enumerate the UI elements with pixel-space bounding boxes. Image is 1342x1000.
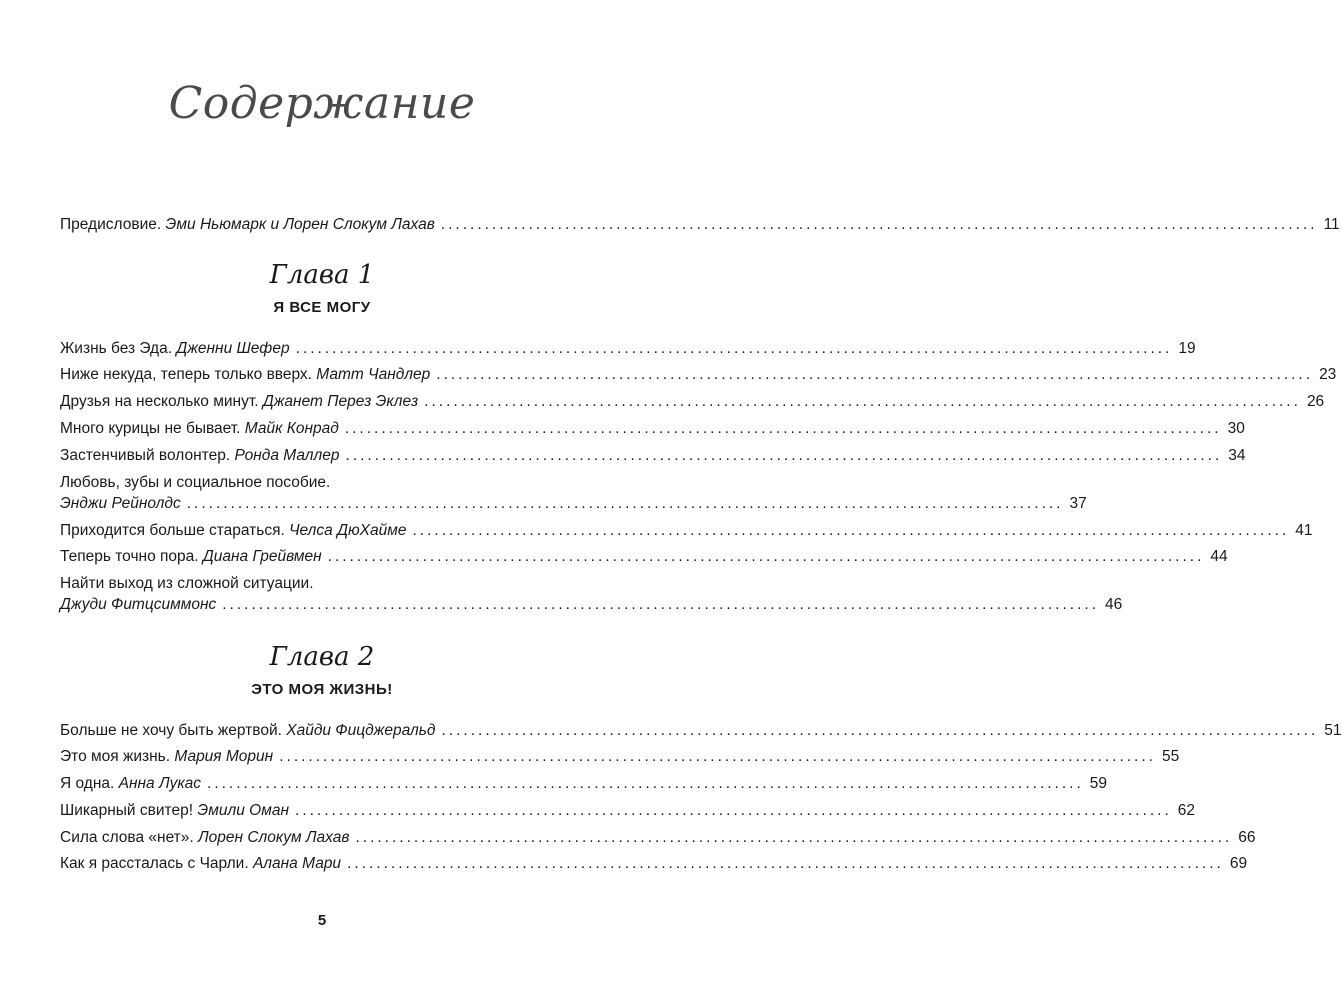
leader-dots: ........................................................................................................................ [412, 522, 1290, 539]
entry-page: 44 [1210, 548, 1228, 565]
toc-entry [60, 547, 1228, 566]
chapter-subtitle: Я ВСЕ МОГУ [273, 299, 371, 316]
entry-page: 66 [1238, 829, 1256, 846]
entry-title: Больше не хочу быть жертвой. [60, 722, 282, 739]
entry-page: 19 [1178, 340, 1196, 357]
toc-entry [60, 419, 1245, 438]
toc-entry [60, 574, 1123, 614]
entry-page: 23 [1319, 366, 1337, 383]
toc-entry [60, 339, 1196, 358]
leader-dots: ........................................................................................................................ [295, 340, 1173, 357]
leader-dots: ........................................................................................................................ [440, 216, 1318, 233]
entry-author: Ронда Маллер [234, 447, 340, 464]
entry-page: 46 [1105, 596, 1123, 613]
entry-author: Челса ДюХайме [289, 522, 407, 539]
leader-dots: ........................................................................................................................ [355, 829, 1233, 846]
leader-dots: ........................................................................................................................ [295, 802, 1172, 819]
entry-page: 59 [1089, 775, 1108, 792]
entry-author: Диана Грейвмен [202, 548, 322, 565]
entry-page: 37 [1069, 495, 1087, 512]
page-title: Содержание [168, 78, 476, 129]
toc-entry [60, 521, 1313, 540]
entry-title: Я одна. [60, 775, 115, 792]
entry-author: Джанет Перез Эклез [262, 393, 419, 410]
toc-entry-foreword [60, 215, 1340, 234]
entry-title: Предисловие. [60, 216, 162, 233]
leader-dots: ........................................................................................................................ [327, 548, 1205, 565]
toc-entry [60, 446, 1246, 465]
entry-page: 55 [1161, 748, 1180, 765]
toc-entry [60, 365, 1337, 384]
entry-title: Приходится больше стараться. [60, 522, 285, 539]
entry-title: Жизнь без Эда. [60, 340, 173, 357]
entry-title: Сила слова «нет». [60, 829, 194, 846]
leader-dots: ........................................................................................................................ [344, 420, 1222, 437]
entry-page: 26 [1306, 393, 1325, 410]
entry-title: Друзья на несколько минут. [60, 393, 259, 410]
entry-title: Любовь, зубы и социальное пособие. [60, 474, 331, 491]
toc-entry [60, 828, 1256, 847]
page-number: 5 [317, 912, 327, 929]
entry-title: Застенчивый волонтер. [60, 447, 231, 464]
entry-author: Матт Чандлер [316, 366, 431, 383]
entry-title: Теперь точно пора. [60, 548, 199, 565]
toc-entry [60, 747, 1180, 766]
entry-title: Найти выход из сложной ситуации. [60, 575, 314, 592]
entry-page: 34 [1228, 447, 1246, 464]
entry-author: Эми Ньюмарк и Лорен Слокум Лахав [165, 216, 435, 233]
chapter-heading: Глава 2 [269, 642, 375, 672]
leader-dots: ........................................................................................................................ [436, 366, 1314, 383]
toc-entry [60, 392, 1325, 411]
entry-page: 41 [1295, 522, 1313, 539]
entry-title: Как я рассталась с Чарли. [60, 855, 249, 872]
entry-page: 51 [1324, 722, 1342, 739]
entry-title: Ниже некуда, теперь только вверх. [60, 366, 312, 383]
leader-dots: ........................................................................................................................ [347, 855, 1224, 872]
chapter-heading: Глава 1 [269, 260, 375, 290]
entry-author: Эмили Оман [197, 802, 290, 819]
entry-page: 62 [1177, 802, 1196, 819]
leader-dots: ........................................................................................................................ [441, 722, 1319, 739]
entry-page: 69 [1229, 855, 1248, 872]
chapter-subtitle: ЭТО МОЯ ЖИЗНЬ! [251, 681, 393, 698]
entry-author: Энджи Рейнолдс [60, 495, 181, 512]
toc-entry [60, 801, 1196, 820]
entry-author: Алана Мари [252, 855, 342, 872]
leader-dots: ........................................................................................................................ [222, 596, 1100, 613]
leader-dots: ........................................................................................................................ [207, 775, 1084, 792]
entry-page: 11 [1323, 216, 1340, 233]
leader-dots: ........................................................................................................................ [279, 748, 1156, 765]
entry-page: 30 [1227, 420, 1245, 437]
toc-entry [60, 721, 1342, 740]
entry-author: Лорен Слокум Лахав [198, 829, 350, 846]
entry-author: Анна Лукас [118, 775, 202, 792]
leader-dots: ........................................................................................................................ [186, 495, 1064, 512]
entry-author: Дженни Шефер [176, 340, 290, 357]
entry-author: Майк Конрад [244, 420, 339, 437]
entry-author: Джуди Фитцсиммонс [60, 596, 217, 613]
toc-entry [60, 774, 1108, 793]
toc-entry [60, 854, 1248, 873]
toc-entry [60, 473, 1087, 513]
entry-title: Много курицы не бывает. [60, 420, 241, 437]
entry-title: Шикарный свитер! [60, 802, 194, 819]
leader-dots: ........................................................................................................................ [424, 393, 1301, 410]
leader-dots: ........................................................................................................................ [345, 447, 1223, 464]
entry-title: Это моя жизнь. [60, 748, 171, 765]
entry-author: Хайди Фицджеральд [286, 722, 436, 739]
entry-author: Мария Морин [174, 748, 274, 765]
